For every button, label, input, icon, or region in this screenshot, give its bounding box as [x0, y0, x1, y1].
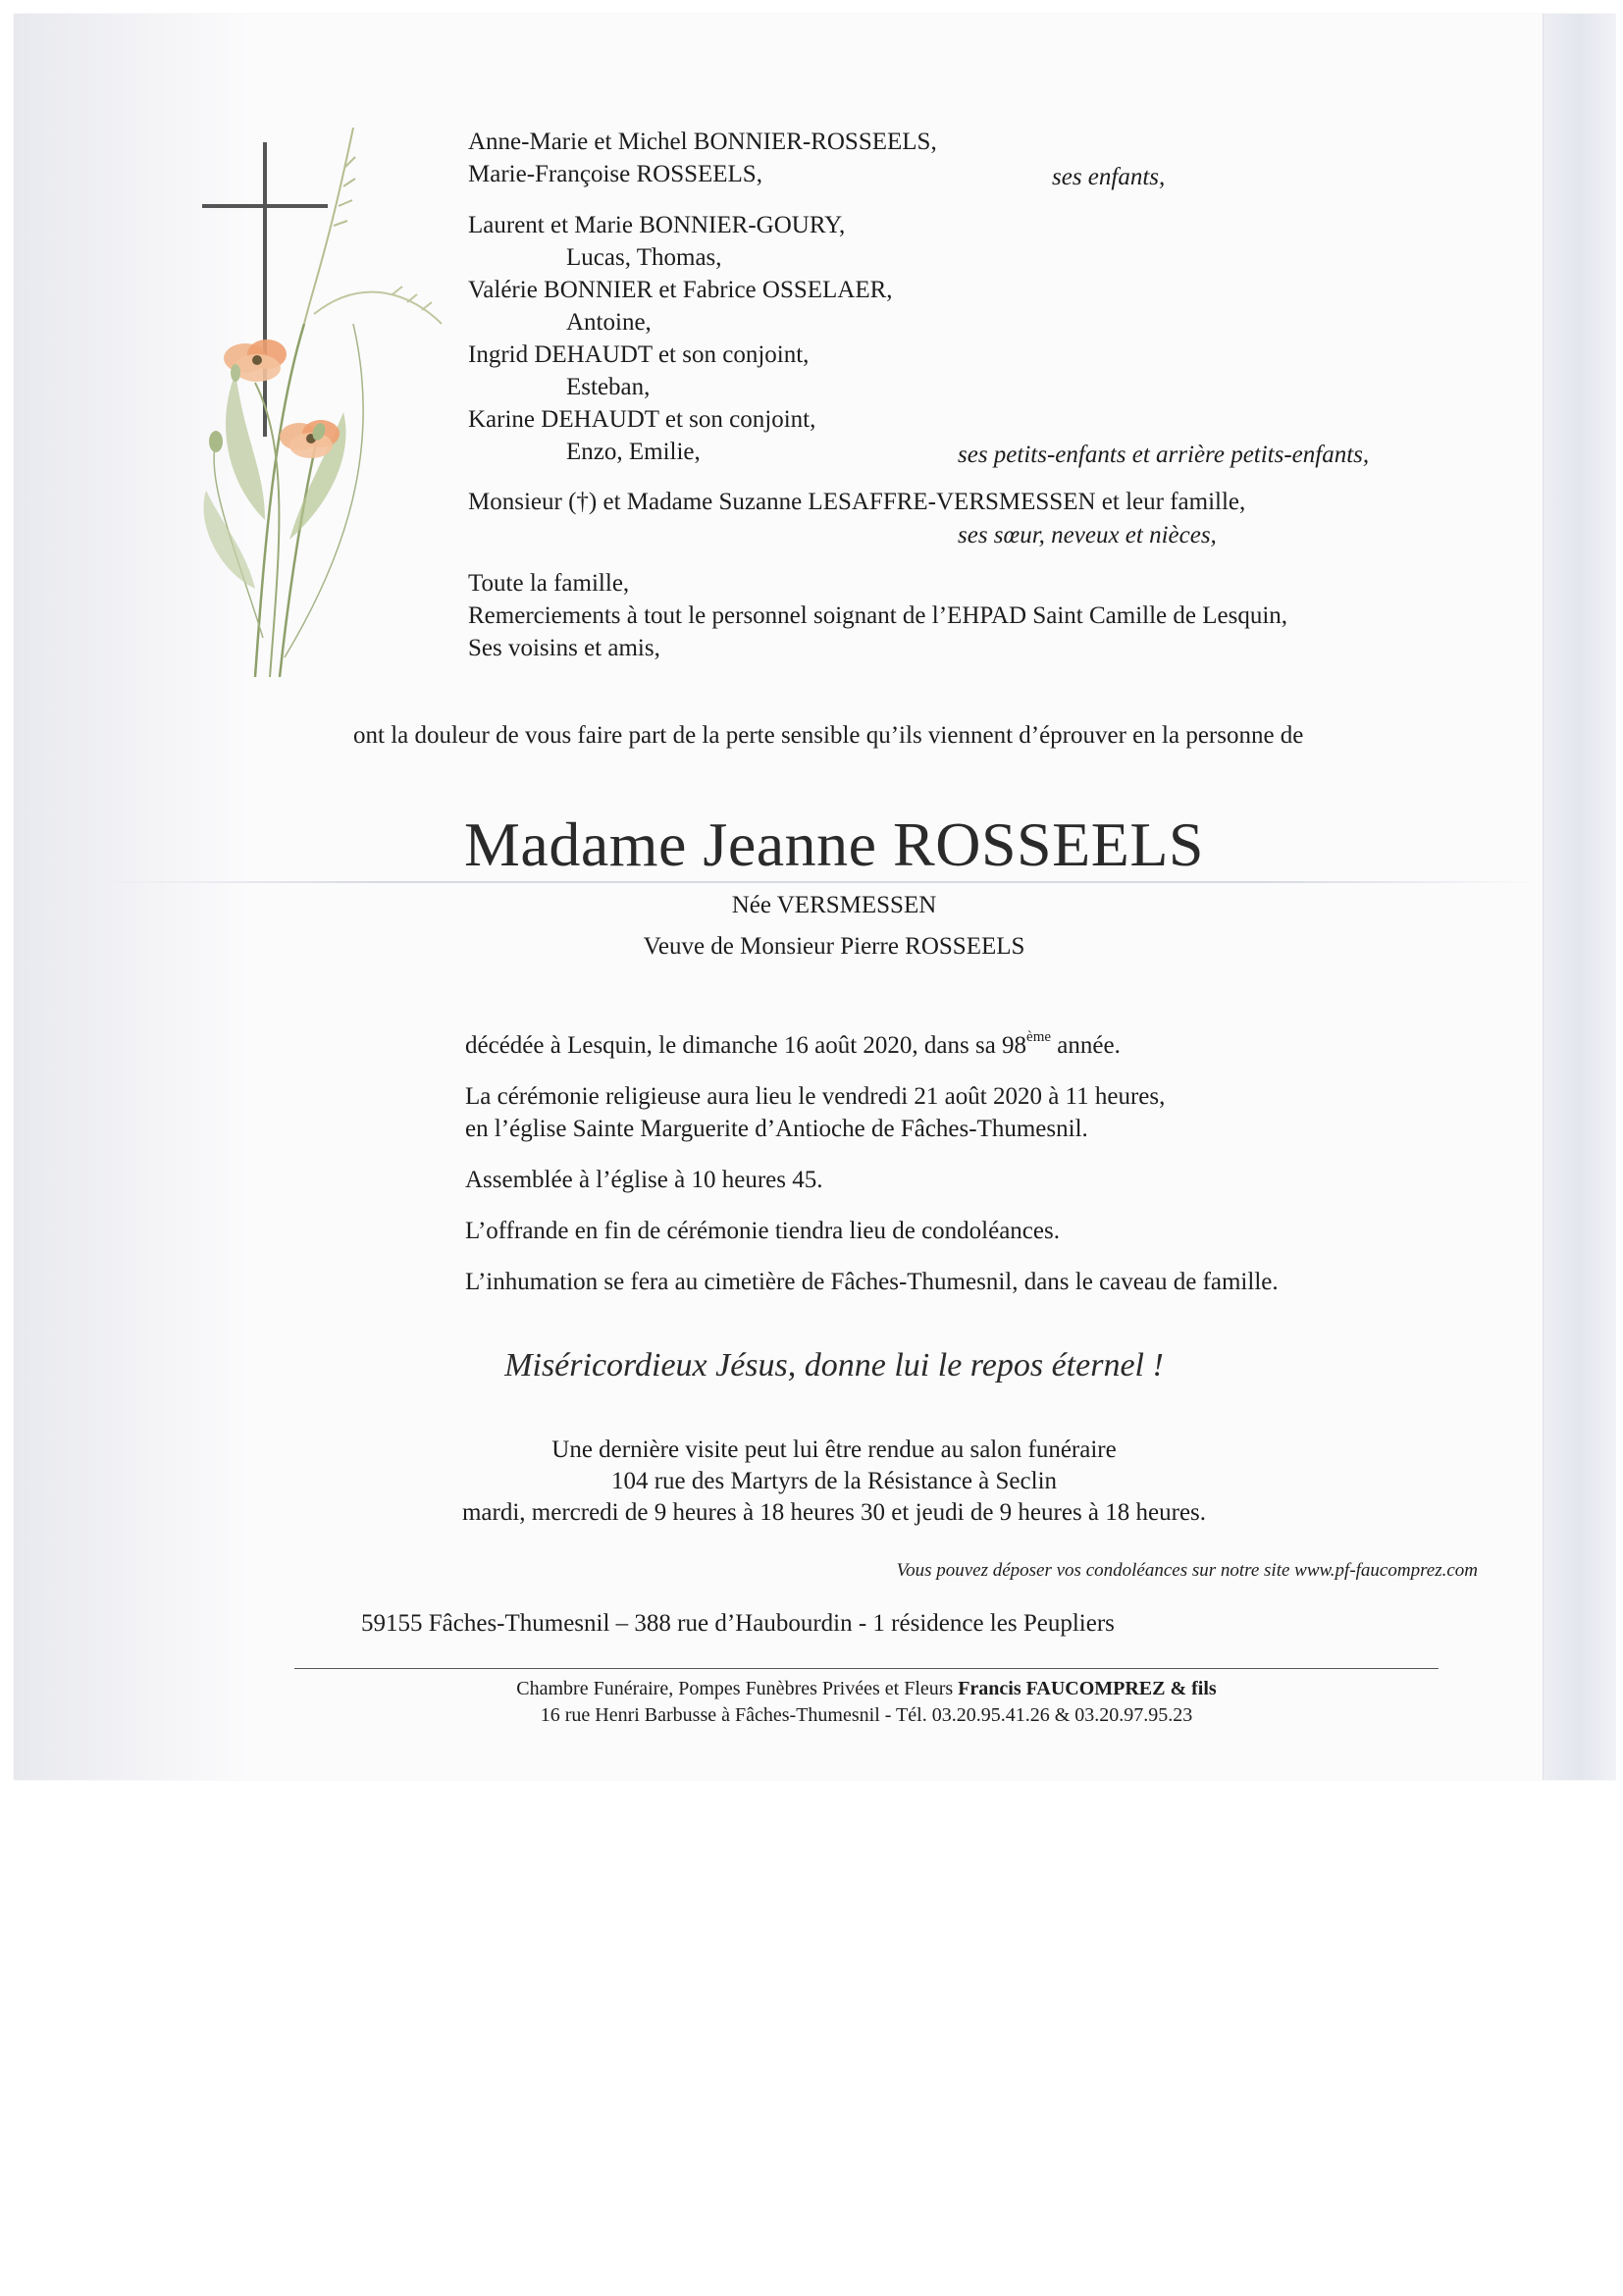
role-siblings: ses sœur, neveux et nièces,: [958, 522, 1217, 548]
family-line-10: Enzo, Emilie,: [566, 439, 701, 465]
family-line-7: Ingrid DEHAUDT et son conjoint,: [468, 341, 810, 368]
family-line-14: Ses voisins et amis,: [468, 635, 660, 661]
prayer-text: Miséricordieux Jésus, donne lui le repos éternel !: [504, 1347, 1164, 1383]
family-line-12: Toute la famille,: [468, 570, 630, 597]
offering-text: L’offrande en fin de cérémonie tiendra lieu de condoléances.: [465, 1218, 1060, 1244]
family-line-8: Esteban,: [566, 374, 651, 400]
family-line-11: Monsieur (†) et Madame Suzanne LESAFFRE-VERSMESSEN et leur famille,: [468, 489, 1246, 515]
role-children: ses enfants,: [1052, 164, 1166, 190]
visit-line-3: mardi, mercredi de 9 heures à 18 heures 30 et jeudi de 9 heures à 18 heures.: [461, 1499, 1207, 1526]
assembly-text: Assemblée à l’église à 10 heures 45.: [465, 1167, 823, 1193]
family-line-1: Anne-Marie et Michel BONNIER-ROSSEELS,: [468, 129, 937, 155]
deceased-name: Madame Jeanne ROSSEELS: [464, 809, 1204, 879]
family-line-5: Valérie BONNIER et Fabrice OSSELAER,: [468, 277, 893, 303]
ceremony-line-2: en l’église Sainte Marguerite d’Antioche de Fâches-Thumesnil.: [465, 1116, 1088, 1142]
widow-of: Veuve de Monsieur Pierre ROSSEELS: [643, 933, 1025, 960]
family-line-6: Antoine,: [566, 309, 652, 336]
announcement-text: ont la douleur de vous faire part de la perte sensible qu’ils viennent d’éprouver en la personne de: [353, 722, 1304, 749]
family-address: 59155 Fâches-Thumesnil – 388 rue d’Haubourdin - 1 résidence les Peupliers: [361, 1610, 1115, 1637]
family-line-2: Marie-Françoise ROSSEELS,: [468, 161, 762, 187]
footer-divider: [294, 1668, 1439, 1669]
family-line-13: Remerciements à tout le personnel soignant de l’EHPAD Saint Camille de Lesquin,: [468, 602, 1288, 629]
funeral-home-line-2: 16 rue Henri Barbusse à Fâches-Thumesnil - Tél. 03.20.95.41.26 & 03.20.97.95.23: [540, 1704, 1193, 1726]
fold-line: [98, 881, 1541, 883]
burial-text: L’inhumation se fera au cimetière de Fâches-Thumesnil, dans le caveau de famille.: [465, 1269, 1279, 1295]
ceremony-line-1: La cérémonie religieuse aura lieu le vendredi 21 août 2020 à 11 heures,: [465, 1083, 1166, 1110]
cross-and-poppies-illustration: [196, 128, 451, 677]
family-line-9: Karine DEHAUDT et son conjoint,: [468, 406, 816, 433]
death-details: décédée à Lesquin, le dimanche 16 août 2020, dans sa 98ème année.: [465, 1029, 1121, 1059]
role-grandchildren: ses petits-enfants et arrière petits-enfants,: [958, 442, 1370, 468]
family-line-4: Lucas, Thomas,: [566, 244, 722, 271]
visit-line-2: 104 rue des Martyrs de la Résistance à Seclin: [610, 1468, 1058, 1494]
condolences-site-text: Vous pouvez déposer vos condoléances sur notre site www.pf-faucomprez.com: [896, 1560, 1478, 1581]
maiden-name: Née VERSMESSEN: [731, 892, 937, 918]
visit-line-1: Une dernière visite peut lui être rendue au salon funéraire: [551, 1436, 1117, 1463]
cross-icon: [263, 142, 267, 437]
right-margin-shade: [1543, 14, 1616, 1780]
family-line-3: Laurent et Marie BONNIER-GOURY,: [468, 212, 846, 238]
funeral-home-line-1: Chambre Funéraire, Pompes Funèbres Privées et Fleurs Francis FAUCOMPREZ & fils: [516, 1678, 1217, 1699]
